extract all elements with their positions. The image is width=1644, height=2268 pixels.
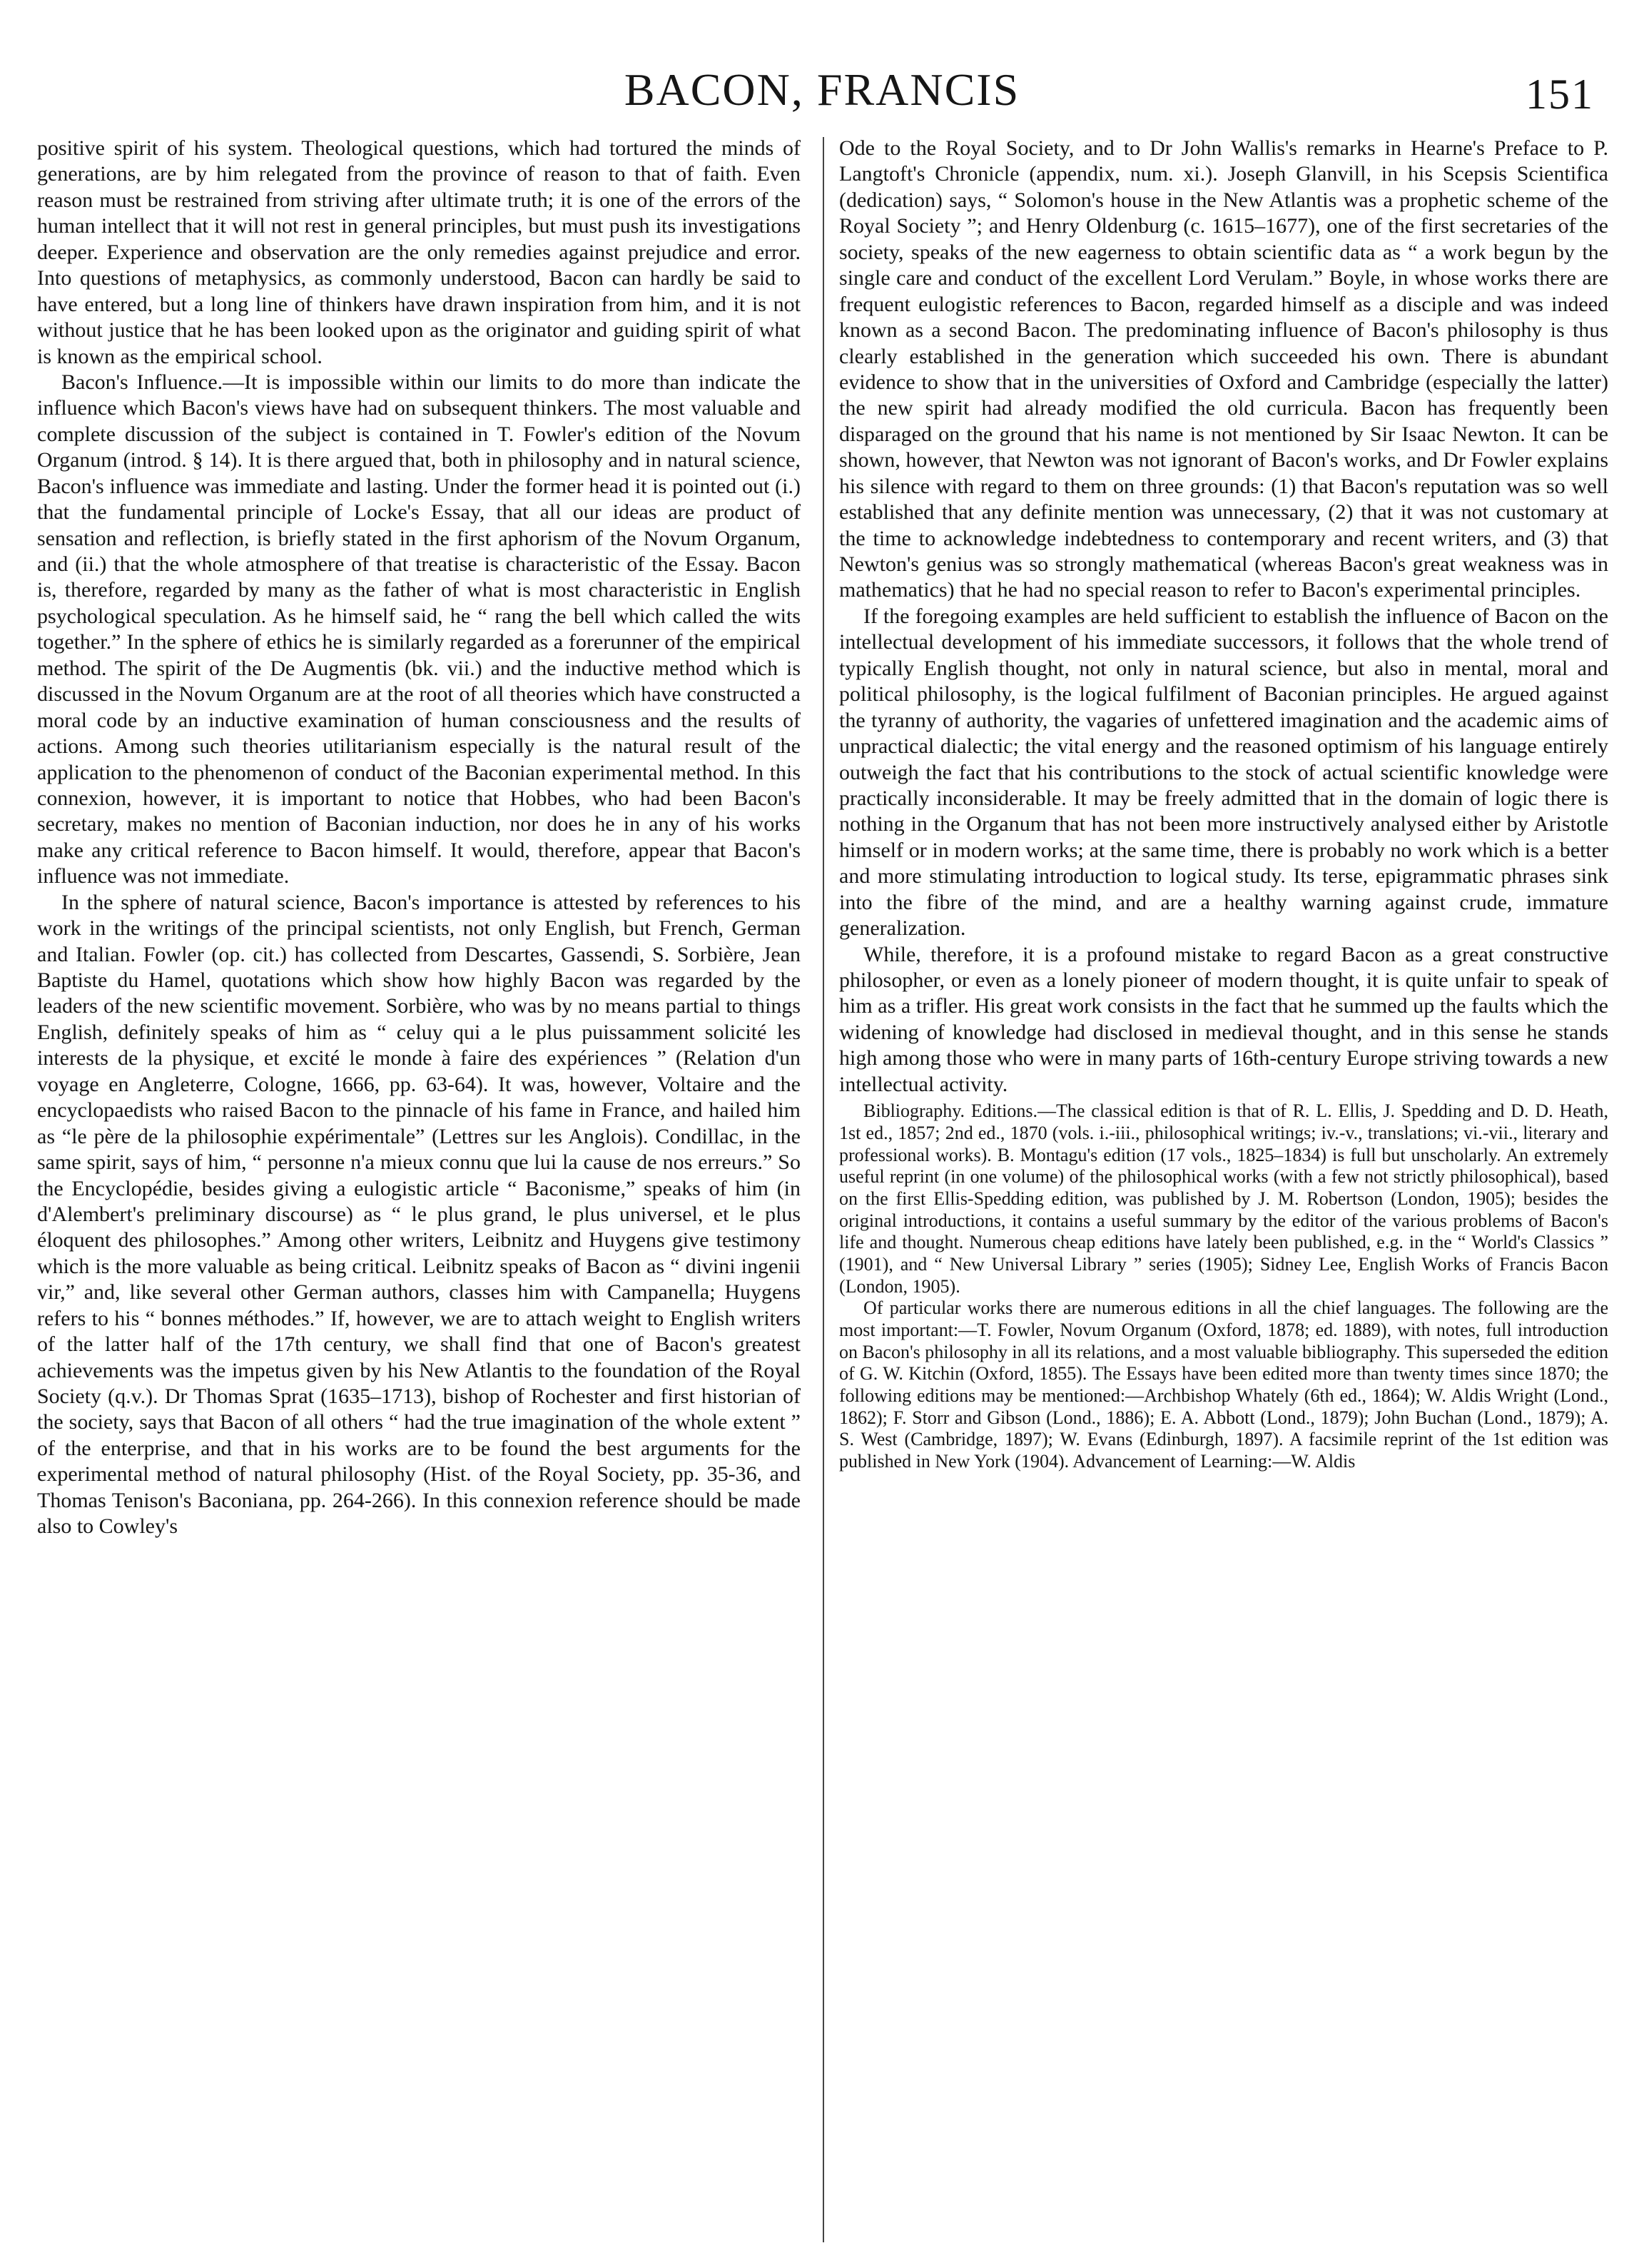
column-divider xyxy=(823,137,824,2242)
running-head: BACON, FRANCIS xyxy=(624,64,1020,115)
right-column xyxy=(839,136,1608,2248)
paragraph-foregoing-examples: If the foregoing examples are held sufficient to establish the influence of Bacon on the intellectual development of his immediate successors, it follows that the whole trend of typically English thought, not only in natural science, but also in mental, moral and political philosophy, is the logical fulfilment of Baconian principles. He argued against the tyranny of authority, the vagaries of unfettered imagination and the academic aims of unpractical dialectic; the vital energy and the reasoned optimism of his language entirely outweigh the fact that his contributions to the stock of actual scientific knowledge were practically inconsiderable. It may be freely admitted that in the domain of logic there is nothing in the Organum that has not been more instructively analysed either by Aristotle himself or in modern works; at the same time, there is probably no work which is a better and more stimulating introduction to logical study. Its terse, epigrammatic phrases sink into the fibre of the mind, and are a healthy warning against crude, immature generalization. xyxy=(839,604,1608,941)
left-column xyxy=(37,136,801,2248)
paragraph-natural-science: In the sphere of natural science, Bacon's importance is attested by references to his work in the writings of the principal scientists, not only English, but French, German and Italian. Fowler (op. cit.) has collected from Descartes, Gassendi, S. Sorbière, Jean Baptiste du Hamel, quotations which show how highly Bacon was regarded by the leaders of the new scientific movement. Sorbière, who was by no means partial to things English, definitely speaks of him as “ celuy qui a le plus puissamment solicité les interests de la physique, et excité le monde à faire des expériences ” (Relation d'un voyage en Angleterre, Cologne, 1666, pp. 63-64). It was, however, Voltaire and the encyclopaedists who raised Bacon to the pinnacle of his fame in France, and hailed him as “le père de la philosophie expérimentale” (Lettres sur les Anglois). Condillac, in the same spirit, says of him, “ personne n'a mieux connu que lui la cause de nos erreurs.” So the Encyclopédie, besides giving a eulogistic article “ Baconisme,” speaks of him (in d'Alembert's preliminary discourse) as “ le plus grand, le plus universel, et le plus éloquent des philosophes.” Among other writers, Leibnitz and Huygens give testimony which is the more valuable as being critical. Leibnitz speaks of Bacon as “ divini ingenii vir,” and, like several other German authors, classes him with Campanella; Huygens refers to his “ bonnes méthodes.” If, however, we are to attach weight to English writers of the latter half of the 17th century, we shall find that one of Bacon's greatest achievements was the impetus given by his New Atlantis to the foundation of the Royal Society (q.v.). Dr Thomas Sprat (1635–1713), bishop of Rochester and first historian of the society, says that Bacon of all others “ had the true imagination of the whole extent ” of the enterprise, and that in his works are to be found the best arguments for the experimental method of natural philosophy (Hist. of the Royal Society, pp. 35-36, and Thomas Tenison's Baconiana, pp. 264-266). In this connexion reference should be made also to Cowley's xyxy=(37,890,801,1539)
page-header xyxy=(0,61,1644,118)
bibliography-editions: Bibliography. Editions.—The classical edition is that of R. L. Ellis, J. Spedding and D. D. Heath, 1st ed., 1857; 2nd ed., 1870 (vols. i.-iii., philosophical writings; iv.-v., translations; vi.-vii., literary and professional works). B. Montagu's edition (17 vols., 1825–1834) is full but unscholarly. An extremely useful reprint (in one volume) of the philosophical works (with a few not strictly philosophical), based on the first Ellis-Spedding edition, was published by J. M. Robertson (London, 1905); besides the original introductions, it contains a useful summary by the editor of the various problems of Bacon's life and thought. Numerous cheap editions have lately been published, e.g. in the “ World's Classics ” (1901), and “ New Universal Library ” series (1905); Sidney Lee, English Works of Francis Bacon (London, 1905). xyxy=(839,1100,1608,1297)
bibliography xyxy=(839,1100,1608,1472)
page-number: 151 xyxy=(1526,71,1594,118)
bibliography-particular-works: Of particular works there are numerous editions in all the chief languages. The following are the most important:—T. Fowler, Novum Organum (Oxford, 1878; ed. 1889), with notes, full introduction on Bacon's philosophy in all its relations, and a most valuable bibliography. This superseded the edition of G. W. Kitchin (Oxford, 1855). The Essays have been edited more than twenty times since 1870; the following editions may be mentioned:—Archbishop Whately (6th ed., 1864); W. Aldis Wright (Lond., 1862); F. Storr and Gibson (Lond., 1886); E. A. Abbott (Lond., 1879); John Buchan (Lond., 1879); A. S. West (Cambridge, 1897); W. Evans (Edinburgh, 1897). A facsimile reprint of the 1st edition was published in New York (1904). Advancement of Learning:—W. Aldis xyxy=(839,1297,1608,1472)
paragraph-bacons-influence: Bacon's Influence.—It is impossible within our limits to do more than indicate the influence which Bacon's views have had on subsequent thinkers. The most valuable and complete discussion of the subject is contained in T. Fowler's edition of the Novum Organum (introd. § 14). It is there argued that, both in philosophy and in natural science, Bacon's influence was immediate and lasting. Under the former head it is pointed out (i.) that the fundamental principle of Locke's Essay, that all our ideas are product of sensation and reflection, is briefly stated in the first aphorism of the Novum Organum, and (ii.) that the whole atmosphere of that treatise is characteristic of the Essay. Bacon is, therefore, regarded by many as the father of what is most characteristic in English psychological speculation. As he himself said, he “ rang the bell which called the wits together.” In the sphere of ethics he is similarly regarded as a forerunner of the empirical method. The spirit of the De Augmentis (bk. vii.) and the inductive method which is discussed in the Novum Organum are at the root of all theories which have constructed a moral code by an inductive examination of human consciousness and the results of actions. Among such theories utilitarianism especially is the natural result of the application to the phenomenon of conduct of the Baconian experimental method. In this connexion, however, it is important to notice that Hobbes, who had been Bacon's secretary, makes no mention of Baconian induction, nor does he in any of his works make any critical reference to Bacon himself. It would, therefore, appear that Bacon's influence was not immediate. xyxy=(37,370,801,889)
paragraph-positive-spirit: positive spirit of his system. Theological questions, which had tortured the minds of generations, are by him relegated from the province of reason to that of faith. Even reason must be restrained from striving after ultimate truth; it is one of the errors of the human intellect that it will not rest in general principles, but must push its investigations deeper. Experience and observation are the only remedies against prejudice and error. Into questions of metaphysics, as commonly understood, Bacon can hardly be said to have entered, but a long line of thinkers have drawn inspiration from him, and it is not without justice that he has been looked upon as the originator and guiding spirit of what is known as the empirical school. xyxy=(37,136,801,368)
paragraph-while-therefore: While, therefore, it is a profound mistake to regard Bacon as a great constructive philosopher, or even as a lonely pioneer of modern thought, it is quite unfair to speak of him as a trifler. His great work consists in the fact that he summed up the faults which the widening of knowledge had disclosed in medieval thought, and in this sense he stands high among those who were in many parts of 16th-century Europe striving towards a new intellectual activity. xyxy=(839,942,1608,1096)
paragraph-royal-society: Ode to the Royal Society, and to Dr John Wallis's remarks in Hearne's Preface to P. Langtoft's Chronicle (appendix, num. xi.). Joseph Glanvill, in his Scepsis Scientifica (dedication) says, “ Solomon's house in the New Atlantis was a prophetic scheme of the Royal Society ”; and Henry Oldenburg (c. 1615–1677), one of the first secretaries of the society, speaks of the new eagerness to obtain scientific data as “ a work begun by the single care and conduct of the excellent Lord Verulam.” Boyle, in whose works there are frequent eulogistic references to Bacon, regarded himself as a disciple and was indeed known as a second Bacon. The predominating influence of Bacon's philosophy is thus clearly established in the generation which succeeded his own. There is abundant evidence to show that in the universities of Oxford and Cambridge (especially the latter) the new spirit had already modified the old curricula. Bacon has frequently been disparaged on the ground that his name is not mentioned by Sir Isaac Newton. It can be shown, however, that Newton was not ignorant of Bacon's works, and Dr Fowler explains his silence with regard to them on three grounds: (1) that Bacon's reputation was so well established that any definite mention was unnecessary, (2) that it was not customary at the time to acknowledge indebtedness to contemporary and recent writers, and (3) that Newton's genius was so strongly mathematical (whereas Bacon's great weakness was in mathematics) that he had no special reason to refer to Bacon's experimental principles. xyxy=(839,136,1608,602)
